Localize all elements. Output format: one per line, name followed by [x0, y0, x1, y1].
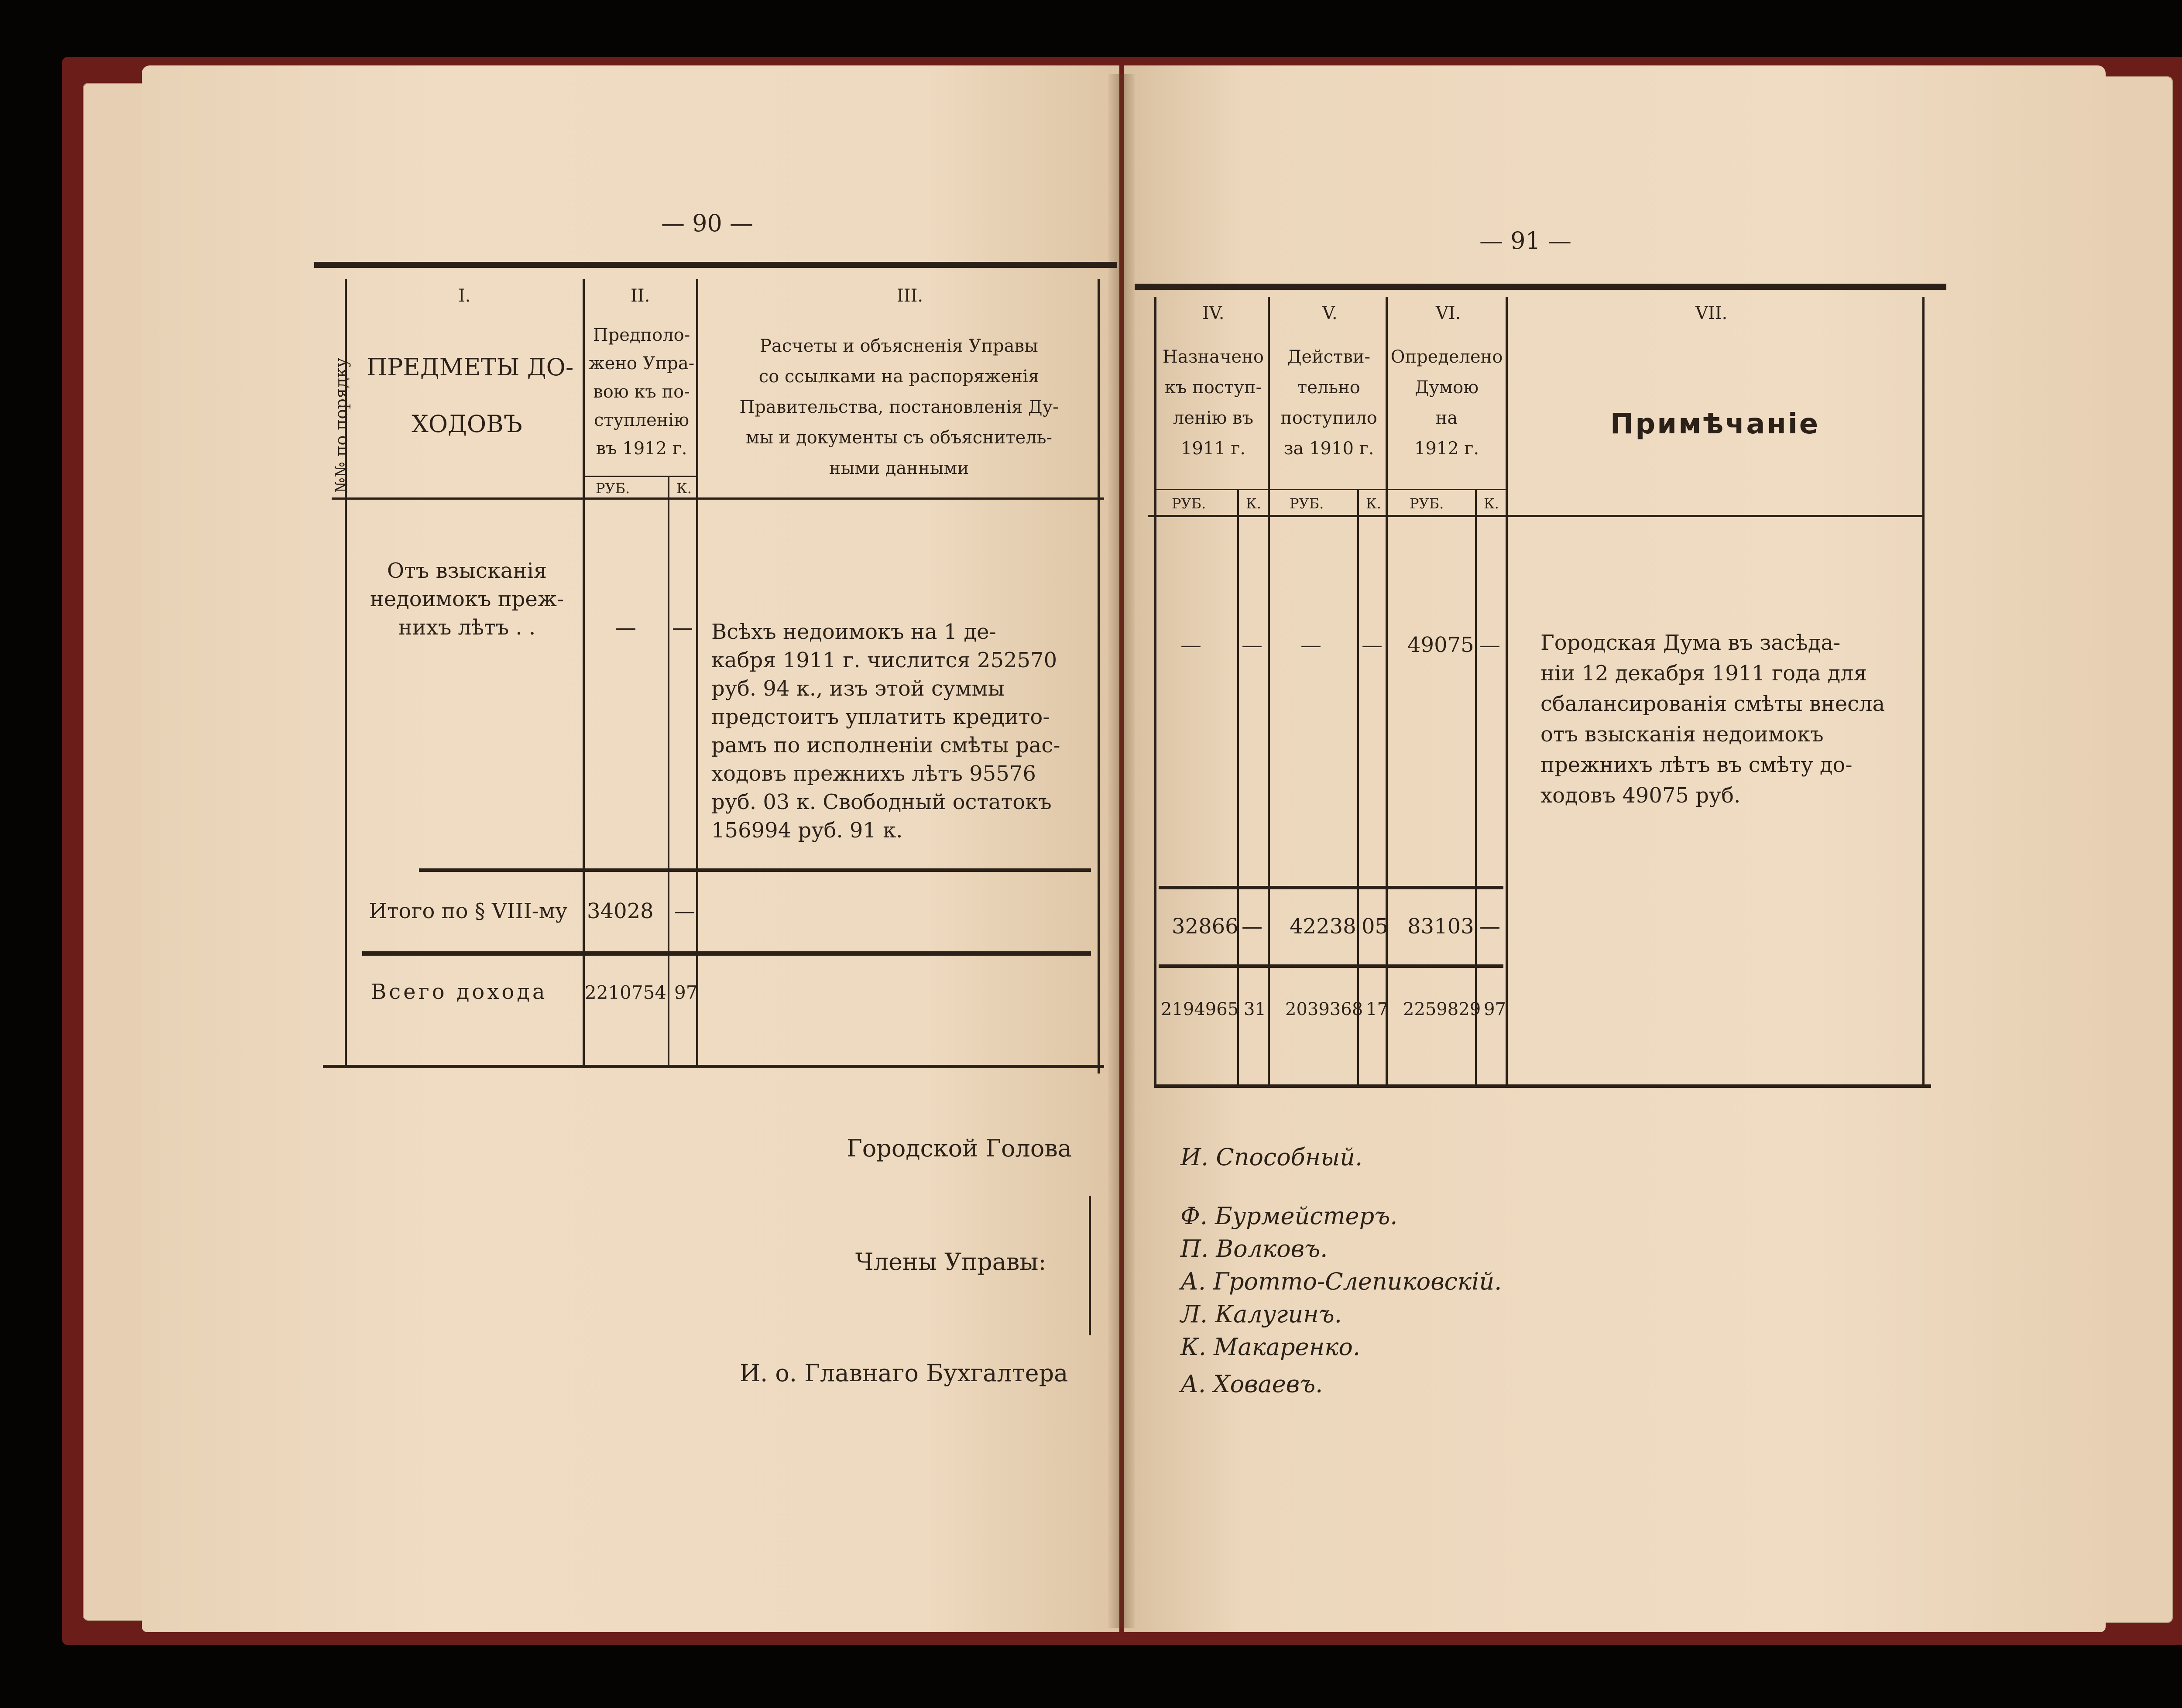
item-rub: — [615, 615, 636, 640]
header-divider-right [1148, 515, 1925, 517]
sub-c5-rub: 42238 [1290, 914, 1356, 939]
page-stack-left [83, 83, 150, 1621]
subtotal-rule-right [1159, 886, 1503, 889]
col-line [1506, 297, 1508, 1087]
unit-divider [1156, 489, 1506, 490]
col2-numeral: II. [631, 286, 650, 306]
sub-c5-kop: 05 [1362, 914, 1389, 939]
item-label-line: Отъ взысканія [387, 559, 547, 583]
table-top-rule-right [1135, 284, 1946, 290]
explanation-line: ходовъ прежнихъ лѣтъ 95576 [711, 761, 1036, 786]
page-number-right: — 91 — [1479, 227, 1572, 254]
col4-numeral: IV. [1202, 303, 1225, 323]
explanation-line: Всѣхъ недоимокъ на 1 де- [711, 620, 996, 644]
col2-title-line: Предполо- [593, 325, 690, 345]
col3-title-line: Правительства, постановленія Ду- [739, 397, 1059, 417]
table-top-rule-left [314, 262, 1117, 268]
col4-unit-rub: РУБ. [1172, 495, 1206, 512]
signature-name: А. Ховаевъ. [1180, 1370, 1323, 1398]
col5-numeral: V. [1322, 303, 1338, 323]
note-line: Городская Дума въ засѣда- [1540, 631, 1841, 655]
col-line [1098, 279, 1100, 1074]
col4-title-line: Назначено [1163, 347, 1264, 367]
note-line: сбалансированія смѣты внесла [1540, 692, 1885, 716]
col6-title-line: на [1435, 408, 1458, 428]
signature-bracket [1089, 1196, 1091, 1335]
c5-rub: — [1300, 633, 1321, 657]
explanation-line: 156994 руб. 91 к. [711, 818, 903, 843]
col1-title-line1: ПРЕДМЕТЫ ДО- [367, 353, 574, 381]
col3-title-line: мы и документы съ объяснитель- [745, 428, 1053, 448]
sub-c6-rub: 83103 [1407, 914, 1474, 939]
total-rule-right [1159, 964, 1503, 968]
col5-unit-kop: К. [1366, 495, 1381, 512]
total-label: Всего дохода [371, 980, 548, 1004]
col2-title-line: вою къ по- [593, 382, 690, 402]
explanation-line: руб. 03 к. Свободный остатокъ [711, 790, 1052, 814]
col0-label: №№ по порядку [332, 357, 351, 493]
note-line: прежнихъ лѣтъ въ смѣту до- [1540, 753, 1853, 777]
sub-c4-kop: — [1242, 914, 1263, 939]
col2-title-line: въ 1912 г. [596, 439, 687, 459]
col1-title-line2: ХОДОВЪ [412, 410, 522, 438]
tot-c4-kop: 31 [1244, 999, 1266, 1019]
col2-unit-kop: К. [676, 480, 692, 497]
c4-rub: — [1180, 633, 1201, 657]
signature-name: Л. Калугинъ. [1180, 1300, 1342, 1328]
note-line: ніи 12 декабря 1911 года для [1540, 661, 1867, 686]
col1-numeral: I. [458, 286, 471, 306]
signature-name: Ф. Бурмейстеръ. [1180, 1202, 1398, 1230]
col2-unit-rub: РУБ. [596, 480, 630, 497]
col3-title-line: со ссылками на распоряженія [758, 367, 1040, 387]
table-bottom-rule-left [323, 1065, 1104, 1068]
col2-title-line: ступленію [594, 410, 690, 430]
subtotal-label: Итого по § VIII-му [369, 899, 568, 923]
tot-c4-rub: 2194965 [1161, 999, 1239, 1019]
col-line [1154, 297, 1156, 1087]
tot-c6-kop: 97 [1484, 999, 1506, 1019]
signature-name: К. Макаренко. [1180, 1333, 1361, 1361]
col4-title-line: 1911 г. [1180, 439, 1246, 459]
col-line [1268, 297, 1270, 1087]
col3-title-line: ными данными [829, 458, 969, 478]
sig-label-board: Члены Управы: [855, 1248, 1046, 1276]
col5-title-line: поступило [1280, 408, 1377, 428]
signature-name: И. Способный. [1180, 1143, 1363, 1171]
c4-kop: — [1242, 633, 1263, 657]
subtotal-kop: — [674, 899, 695, 923]
col-line [1922, 297, 1925, 1087]
col5-title-line: за 1910 г. [1283, 439, 1374, 459]
page-stack-right [2095, 76, 2173, 1623]
subtotal-rub: 34028 [587, 899, 654, 923]
item-kop: — [672, 615, 693, 640]
total-rule-left [362, 951, 1091, 956]
col3-numeral: III. [897, 286, 923, 306]
sig-label-accountant: И. о. Главнаго Бухгалтера [740, 1359, 1068, 1387]
col5-title-line: Действи- [1287, 347, 1371, 367]
tot-c5-rub: 2039368 [1285, 999, 1363, 1019]
col4-title-line: къ поступ- [1164, 377, 1262, 398]
col5-title-line: тельно [1297, 377, 1360, 398]
total-rub: 2210754 [585, 982, 667, 1003]
col4-unit-kop: К. [1246, 495, 1261, 512]
note-line: ходовъ 49075 руб. [1540, 783, 1741, 808]
col6-unit-kop: К. [1484, 495, 1499, 512]
col-line [696, 279, 698, 1065]
col3-title-line: Расчеты и объясненія Управы [760, 336, 1038, 356]
col6-title-line: 1912 г. [1414, 439, 1479, 459]
col-line [668, 476, 669, 1065]
item-label-line: нихъ лѣтъ . . [398, 615, 536, 640]
explanation-line: кабря 1911 г. числится 252570 [711, 648, 1057, 672]
col7-numeral: VII. [1695, 303, 1728, 323]
c5-kop: — [1362, 633, 1383, 657]
subtotal-rule-left [419, 868, 1091, 872]
book-gutter [1108, 74, 1135, 1628]
explanation-line: предстоитъ уплатить кредито- [711, 705, 1050, 729]
signature-name: А. Гротто-Слепиковскій. [1180, 1268, 1502, 1295]
signature-name: П. Волковъ. [1180, 1235, 1328, 1262]
note-line: отъ взысканія недоимокъ [1540, 722, 1824, 747]
col6-unit-rub: РУБ. [1410, 495, 1444, 512]
page-number-left: — 90 — [661, 209, 754, 237]
sub-c4-rub: 32866 [1172, 914, 1239, 939]
col5-unit-rub: РУБ. [1290, 495, 1324, 512]
col-line [583, 279, 585, 1065]
c6-kop: — [1479, 633, 1500, 657]
explanation-line: руб. 94 к., изъ этой суммы [711, 676, 1005, 701]
unit-divider [583, 476, 696, 477]
total-kop: 97 [674, 982, 698, 1003]
col6-title-line: Определено [1390, 347, 1503, 367]
col4-title-line: ленію въ [1173, 408, 1254, 428]
explanation-line: рамъ по исполненіи смѣты рас- [711, 733, 1060, 758]
table-bottom-rule-right [1154, 1084, 1931, 1088]
sig-label-head: Городской Голова [847, 1135, 1072, 1162]
kop-line [1237, 489, 1239, 1087]
header-divider-left [332, 497, 1104, 500]
col6-title-line: Думою [1414, 377, 1479, 398]
tot-c5-kop: 17 [1366, 999, 1388, 1019]
tot-c6-rub: 2259829 [1403, 999, 1481, 1019]
col7-title: Примѣчаніе [1610, 408, 1820, 440]
kop-line [1357, 489, 1359, 1087]
item-label-line: недоимокъ преж- [370, 587, 564, 611]
c6-rub: 49075 [1407, 633, 1474, 657]
col6-numeral: VI. [1436, 303, 1461, 323]
kop-line [1475, 489, 1477, 1087]
col2-title-line: жено Упра- [588, 353, 695, 374]
sub-c6-kop: — [1479, 914, 1500, 939]
